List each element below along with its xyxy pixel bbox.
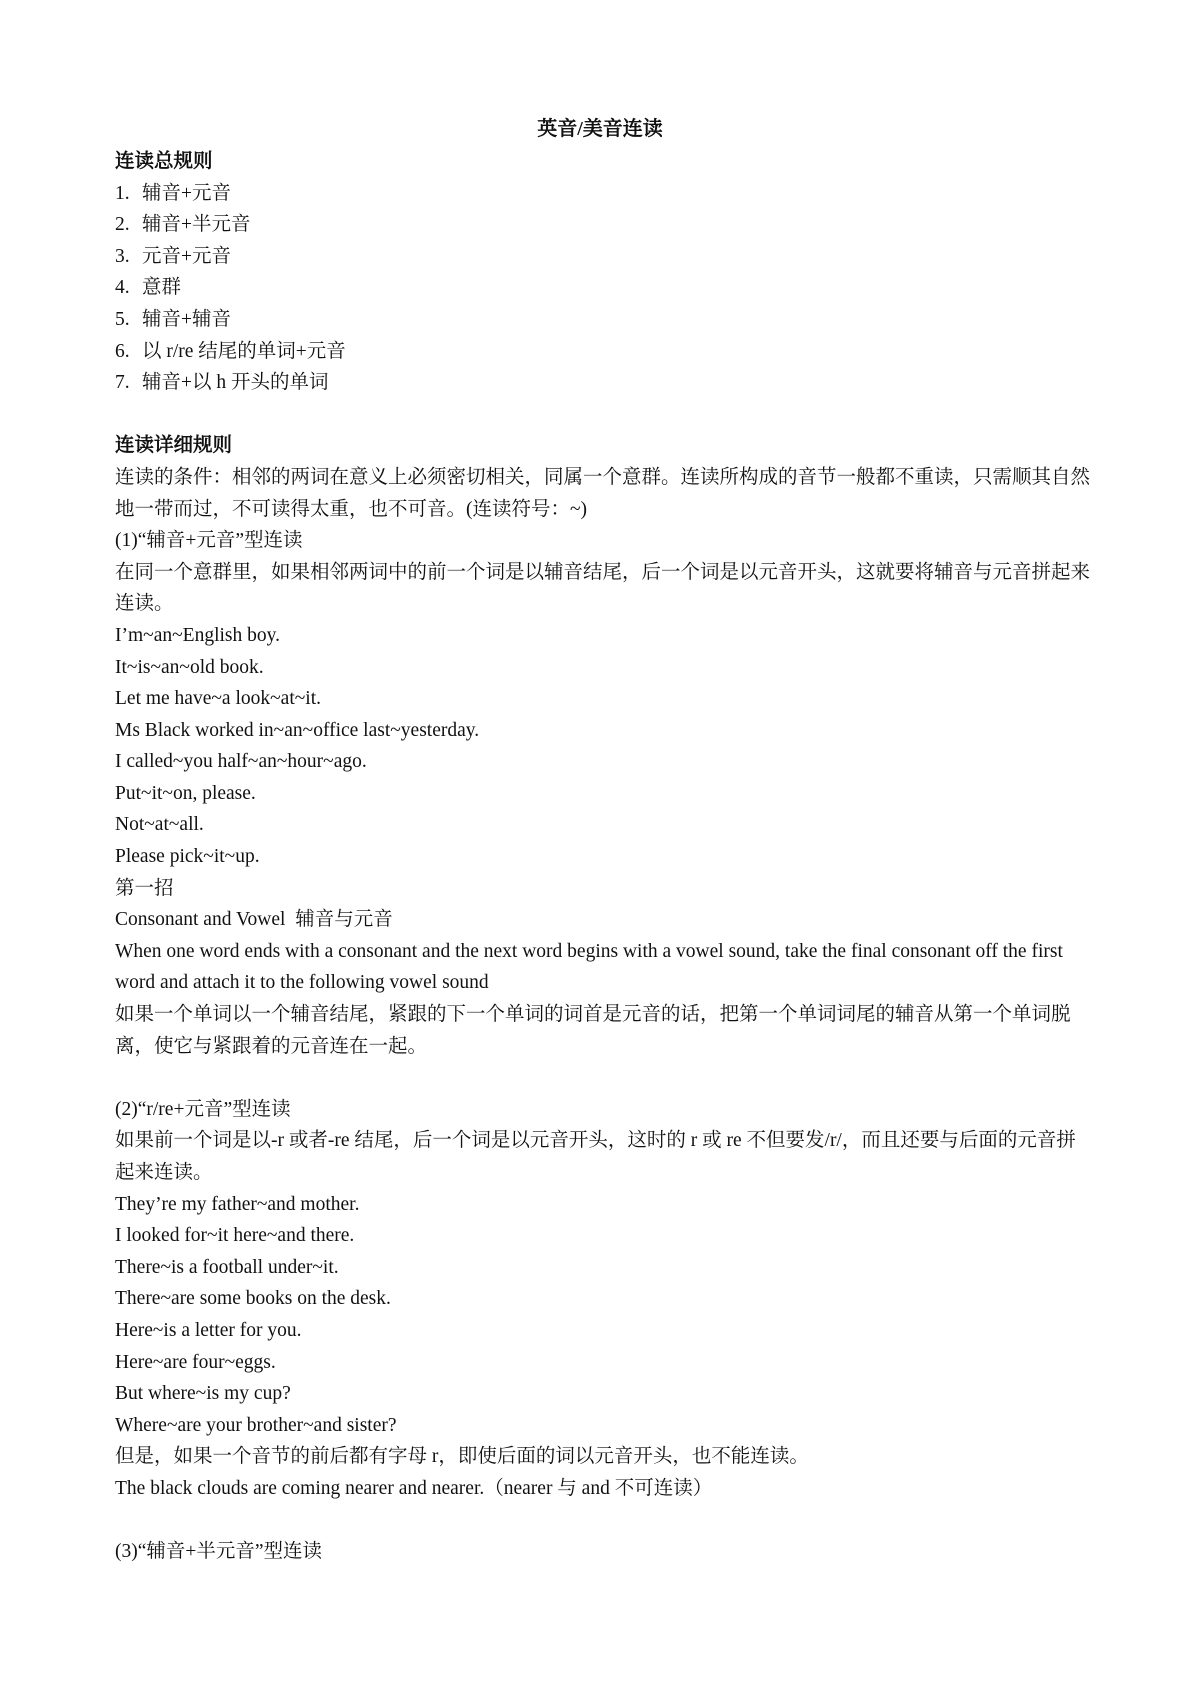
example-sentence: I looked for~it here~and there. [115, 1225, 355, 1247]
tip-label: 第一招 [115, 877, 174, 899]
tip-chinese: 如果一个单词以一个辅音结尾，紧跟的下一个单词的词首是元音的话，把第一个单词词尾的辅音从第一个单词脱离，使它与紧跟着的元音连在一起。 [115, 1004, 1071, 1057]
general-rules-list [115, 178, 1093, 399]
example-sentence: Not~at~all. [115, 814, 204, 836]
tip-english: When one word ends with a consonant and the next word begins with a vowel sound, take the final consonant off the first word and attach it to the following vowel sound [115, 940, 1063, 994]
section-1-description: 在同一个意群里，如果相邻两词中的前一个词是以辅音结尾，后一个词是以元音开头，这就要将辅音与元音拼起来连读。 [115, 561, 1091, 615]
document-body [115, 146, 1093, 1568]
example-sentence: There~are some books on the desk. [115, 1288, 391, 1310]
example-sentence: It~is~an~old book. [115, 656, 264, 678]
list-item: 5. 辅音+辅音 [115, 308, 231, 330]
example-sentence: Where~are your brother~and sister? [115, 1414, 397, 1436]
example-sentence: Here~are four~eggs. [115, 1351, 276, 1373]
example-sentence: They’re my father~and mother. [115, 1193, 360, 1215]
section-2-heading: (2)“r/re+元音”型连读 [115, 1098, 291, 1120]
example-sentence: But where~is my cup? [115, 1383, 291, 1405]
example-sentence: I’m~an~English boy. [115, 624, 280, 646]
list-item: 7. 辅音+以 h 开头的单词 [115, 372, 329, 394]
example-sentence: Here~is a letter for you. [115, 1319, 302, 1341]
section-1-heading: (1)“辅音+元音”型连读 [115, 530, 303, 552]
list-item: 1. 辅音+元音 [115, 182, 231, 204]
spacer [115, 399, 1093, 431]
section-3-heading: (3)“辅音+半元音”型连读 [115, 1541, 323, 1563]
section-2-note: 但是，如果一个音节的前后都有字母 r，即使后面的词以元音开头，也不能连读。 [115, 1446, 809, 1468]
list-item: 2. 辅音+半元音 [115, 214, 251, 236]
example-sentence: I called~you half~an~hour~ago. [115, 751, 367, 773]
list-item: 4. 意群 [115, 277, 182, 299]
list-item: 3. 元音+元音 [115, 245, 231, 267]
spacer [115, 1505, 1093, 1537]
list-item: 6. 以 r/re 结尾的单词+元音 [115, 340, 346, 362]
example-sentence: There~is a football under~it. [115, 1256, 339, 1278]
example-sentence: Put~it~on, please. [115, 782, 256, 804]
spacer [115, 1062, 1093, 1094]
page-title: 英音/美音连读 [537, 118, 663, 140]
detailed-rules-heading: 连读详细规则 [115, 435, 233, 457]
example-sentence: Ms Black worked in~an~office last~yesterday. [115, 719, 480, 741]
general-rules-heading: 连读总规则 [115, 151, 213, 172]
example-sentence: Please pick~it~up. [115, 846, 260, 868]
section-2-note-example: The black clouds are coming nearer and nearer.（nearer 与 and 不可连读） [115, 1477, 713, 1499]
example-sentence: Let me have~a look~at~it. [115, 688, 321, 710]
tip-title: Consonant and Vowel 辅音与元音 [115, 909, 393, 931]
intro-paragraph: 连读的条件：相邻的两词在意义上必须密切相关，同属一个意群。连读所构成的音节一般都不重读，只需顺其自然地一带而过，不可读得太重，也不可音。(连读符号：~) [115, 466, 1091, 520]
section-2-description: 如果前一个词是以-r 或者-re 结尾，后一个词是以元音开头，这时的 r 或 re 不但要发/r/，而且还要与后面的元音拼起来连读。 [115, 1130, 1076, 1183]
